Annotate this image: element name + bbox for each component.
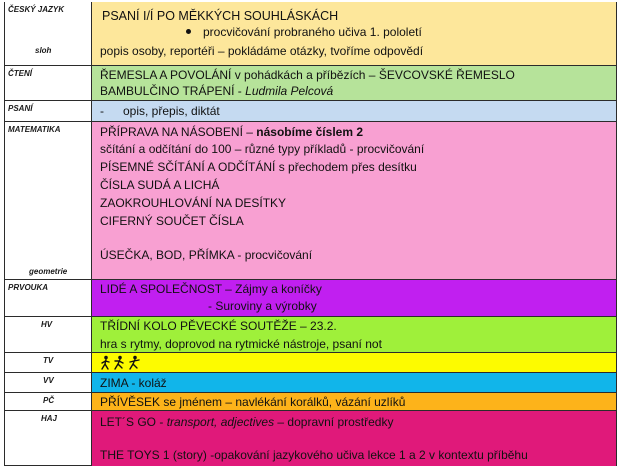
subject-content xyxy=(92,66,617,100)
subject-label xyxy=(4,280,92,316)
subject-name: PSANÍ xyxy=(8,104,33,113)
content-line: ZAOKROUHLOVÁNÍ NA DESÍTKY xyxy=(100,196,287,210)
subject-name: PRVOUKA xyxy=(8,283,49,292)
content-line: procvičování probraného učiva 1. pololetí xyxy=(203,25,422,39)
subject-name: ČTENÍ xyxy=(8,69,32,78)
content-line: LET´S GO - transport, adjectives – dopravní prostředky xyxy=(100,415,394,429)
subject-label xyxy=(4,411,92,466)
subject-content xyxy=(92,280,617,316)
content-line: ŘEMESLA A POVOLÁNÍ v pohádkách a příbězích – ŠEVCOVSKÉ ŘEMESLO xyxy=(100,68,515,82)
bullet-icon xyxy=(186,29,191,34)
subject-label xyxy=(4,2,92,65)
subject-label xyxy=(4,317,92,352)
content-line: ÚSEČKA, BOD, PŘÍMKA - procvičování xyxy=(100,248,313,262)
subject-name: MATEMATIKA xyxy=(8,125,61,134)
subject-content xyxy=(92,373,617,392)
content-line: ZIMA - koláž xyxy=(100,376,167,390)
subject-sublabel: geometrie xyxy=(29,267,68,276)
subject-content xyxy=(92,101,617,121)
content-line: BAMBULČINO TRÁPENÍ - Ludmila Pelcová xyxy=(100,84,334,98)
subject-label xyxy=(4,393,92,410)
row-pc xyxy=(4,393,617,411)
subject-content xyxy=(92,393,617,410)
running-figures-icon xyxy=(100,355,144,371)
subject-name: VV xyxy=(43,376,54,385)
row-matematika xyxy=(4,122,617,280)
subject-name: HV xyxy=(41,320,53,329)
content-line: - Suroviny a výrobky xyxy=(208,299,317,313)
subject-label xyxy=(4,66,92,100)
content-bullet-line xyxy=(186,24,422,40)
subject-name: ČESKÝ JAZYK xyxy=(8,5,65,14)
content-line: CIFERNÝ SOUČET ČÍSLA xyxy=(100,214,244,228)
row-prvouka xyxy=(4,280,617,317)
content-line: ČÍSLA SUDÁ A LICHÁ xyxy=(100,178,220,192)
row-hv xyxy=(4,317,617,353)
content-dash: - xyxy=(100,104,104,118)
weekly-plan-table xyxy=(4,2,617,466)
row-cesky-jazyk xyxy=(4,2,617,66)
content-line: PSANÍ I/Í PO MĚKKÝCH SOUHLÁSKÁCH xyxy=(102,9,339,23)
subject-label xyxy=(4,373,92,392)
row-psani xyxy=(4,101,617,122)
subject-content xyxy=(92,317,617,352)
subject-label xyxy=(4,101,92,121)
subject-content xyxy=(92,2,617,65)
row-vv xyxy=(4,373,617,393)
subject-label xyxy=(4,353,92,372)
subject-label xyxy=(4,122,92,279)
content-line: TŘÍDNÍ KOLO PĚVECKÉ SOUTĚŽE – 23.2. xyxy=(100,319,337,333)
content-line: sčítání a odčítání do 100 – různé typy příkladů - procvičování xyxy=(100,142,425,156)
subject-name: PČ xyxy=(43,396,55,405)
subject-name: TV xyxy=(43,356,54,365)
content-line: opis, přepis, diktát xyxy=(123,104,220,118)
content-line: hra s rytmy, doprovod na rytmické nástroje, psaní not xyxy=(100,337,382,351)
subject-name: HAJ xyxy=(41,414,58,423)
content-line: LIDÉ A SPOLEČNOST – Zájmy a koníčky xyxy=(100,282,322,296)
content-line: THE TOYS 1 (story) -opakování jazykového učiva lekce 1 a 2 v kontextu příběhu xyxy=(100,448,528,462)
subject-content xyxy=(92,353,617,372)
row-haj xyxy=(4,411,617,466)
content-line: PŘÍPRAVA NA NÁSOBENÍ – násobíme číslem 2 xyxy=(100,125,363,139)
subject-sublabel: sloh xyxy=(35,46,52,55)
row-cteni xyxy=(4,66,617,101)
subject-content xyxy=(92,411,617,466)
subject-content xyxy=(92,122,617,279)
content-line: popis osoby, reportéři – pokládáme otázky, tvoříme odpovědí xyxy=(100,44,424,58)
content-line: PŘÍVĚSEK se jménem – navlékání korálků, vázání uzlíků xyxy=(100,395,406,409)
content-line: PÍSEMNÉ SČÍTÁNÍ A ODČÍTÁNÍ s přechodem přes desítku xyxy=(100,160,417,174)
row-tv xyxy=(4,353,617,373)
